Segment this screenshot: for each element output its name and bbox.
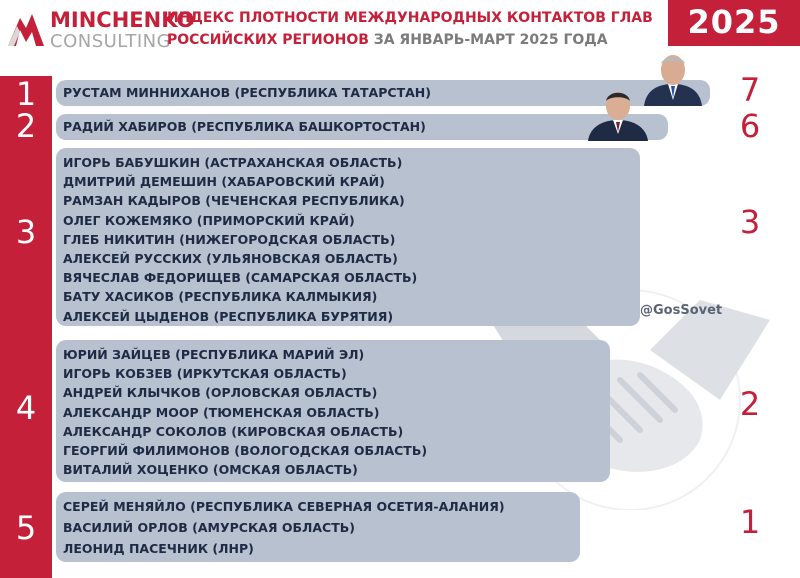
brand-sub: CONSULTING: [50, 31, 172, 52]
score-2: 6: [739, 107, 761, 145]
score-1: 7: [739, 71, 761, 109]
gossovet-watermark: @GosSovet: [640, 303, 723, 318]
group-2-names: [63, 117, 426, 136]
name-row: ИГОРЬ КОБЗЕВ (ИРКУТСКАЯ ОБЛАСТЬ): [63, 366, 347, 382]
year-badge: 2025: [668, 0, 800, 46]
brand-name: MINCHENKO: [50, 8, 195, 32]
name-row: РУСТАМ МИННИХАНОВ (РЕСПУБЛИКА ТАТАРСТАН): [63, 85, 431, 100]
name-row: ИГОРЬ БАБУШКИН (АСТРАХАНСКАЯ ОБЛАСТЬ): [63, 155, 403, 170]
name-row: АЛЕКСЕЙ РУССКИХ (УЛЬЯНОВСКАЯ ОБЛАСТЬ): [63, 250, 398, 266]
name-row: СЕРЕЙ МЕНЯЙЛО (РЕСПУБЛИКА СЕВЕРНАЯ ОСЕТИЯ-АЛАНИЯ): [63, 499, 505, 514]
name-row: БАТУ ХАСИКОВ (РЕСПУБЛИКА КАЛМЫКИЯ): [63, 289, 378, 305]
title-line-2-red: РОССИЙСКИХ РЕГИОНОВ: [167, 32, 369, 48]
name-row: АЛЕКСАНДР МООР (ТЮМЕНСКАЯ ОБЛАСТЬ): [63, 404, 380, 420]
name-row: ЛЕОНИД ПАСЕЧНИК (ЛНР): [63, 541, 254, 556]
score-5: 1: [739, 503, 761, 541]
name-row: ДМИТРИЙ ДЕМЕШИН (ХАБАРОВСКИЙ КРАЙ): [63, 174, 385, 190]
title-line-2: [167, 32, 608, 48]
score-3: 3: [739, 203, 761, 241]
name-row: АЛЕКСАНДР СОКОЛОВ (КИРОВСКАЯ ОБЛАСТЬ): [63, 423, 404, 439]
name-row: ВЯЧЕСЛАВ ФЕДОРИЩЕВ (САМАРСКАЯ ОБЛАСТЬ): [63, 270, 418, 286]
name-row: АЛЕКСЕЙ ЦЫДЕНОВ (РЕСПУБЛИКА БУРЯТИЯ): [63, 308, 394, 324]
group-3-names: [63, 153, 417, 326]
name-row: АНДРЕЙ КЛЫЧКОВ (ОРЛОВСКАЯ ОБЛАСТЬ): [63, 385, 378, 401]
rank-4: 4: [15, 389, 37, 427]
name-row: ЮРИЙ ЗАЙЦЕВ (РЕСПУБЛИКА МАРИЙ ЭЛ): [63, 347, 365, 362]
group-4-names: [63, 345, 427, 479]
name-row: РАМЗАН КАДЫРОВ (ЧЕЧЕНСКАЯ РЕСПУБЛИКА): [63, 193, 405, 209]
name-row: ГЛЕБ НИКИТИН (НИЖЕГОРОДСКАЯ ОБЛАСТЬ): [63, 231, 396, 247]
minchenko-logo-icon: [6, 10, 46, 50]
rank-5: 5: [15, 509, 37, 547]
score-4: 2: [739, 385, 761, 423]
title-line-1: ИНДЕКС ПЛОТНОСТИ МЕЖДУНАРОДНЫХ КОНТАКТОВ ГЛАВ: [167, 10, 653, 26]
rank-sidebar: [0, 76, 52, 578]
name-row: ГЕОРГИЙ ФИЛИМОНОВ (ВОЛОГОДСКАЯ ОБЛАСТЬ): [63, 442, 428, 458]
name-row: ВИТАЛИЙ ХОЦЕНКО (ОМСКАЯ ОБЛАСТЬ): [63, 462, 358, 478]
name-row: ОЛЕГ КОЖЕМЯКО (ПРИМОРСКИЙ КРАЙ): [63, 212, 355, 228]
rank-2: 2: [15, 107, 37, 145]
khabirov-photo: [582, 86, 654, 141]
title-line-2-gray: ЗА ЯНВАРЬ-МАРТ 2025 ГОДА: [368, 32, 608, 48]
rank-3: 3: [15, 213, 37, 251]
name-row: РАДИЙ ХАБИРОВ (РЕСПУБЛИКА БАШКОРТОСТАН): [63, 119, 426, 134]
group-1-names: [63, 83, 431, 102]
group-5-names: [63, 496, 505, 559]
rank-1: 1: [15, 75, 37, 113]
name-row: ВАСИЛИЙ ОРЛОВ (АМУРСКАЯ ОБЛАСТЬ): [63, 520, 355, 535]
